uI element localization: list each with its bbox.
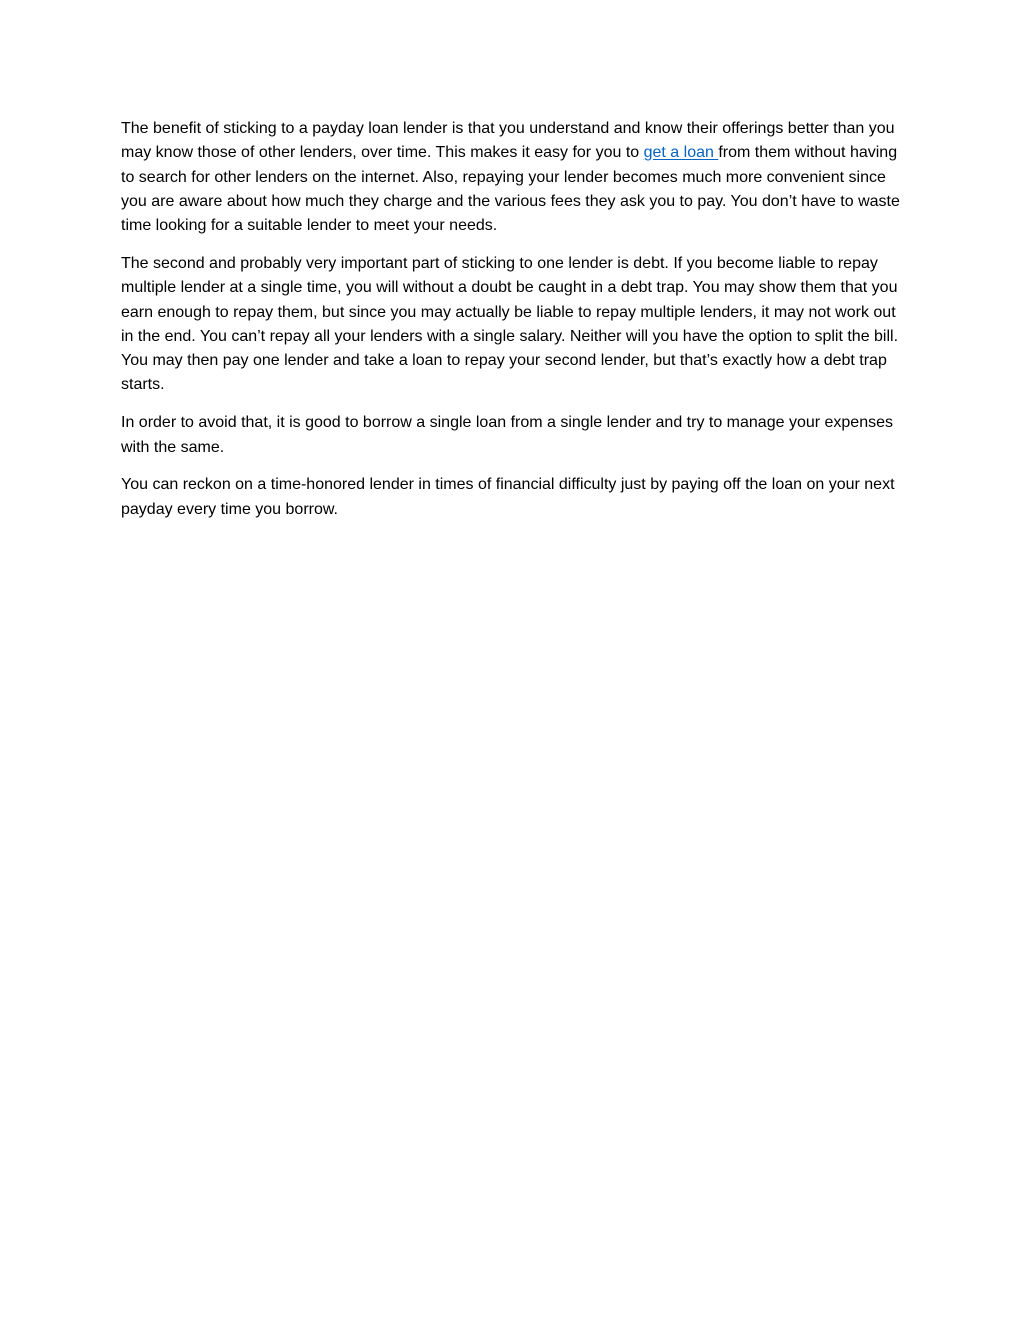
paragraph-4: You can reckon on a time-honored lender in times of financial difficulty just by paying off the loan on your next payday every time you borrow. [121,476,895,518]
paragraph-1-text-after-link: from them without having to search for other lenders on the internet. Also, repaying your lender becomes much more convenient since you are aware about how much they charge and the various fees they ask you to pay. You don’t have to waste time looking for a suitable lender to meet your needs. [121,144,900,235]
paragraph-2: The second and probably very important part of sticking to one lender is debt. If you become liable to repay multiple lender at a single time, you will without a doubt be caught in a debt trap. You may show them that you earn enough to repay them, but since you may actually be liable to repay multiple lenders, it may not work out in the end. You can’t repay all your lenders with a single salary. Neither will you have the option to split the bill. You may then pay one lender and take a loan to repay your second lender, but that’s exactly how a debt trap starts. [121,254,899,394]
document-body [121,117,906,535]
paragraph-1-text-before-link: The benefit of sticking to a payday loan lender is that you understand and know their offerings better than you may know those of other lenders, over time. This makes it easy for you to [121,120,895,162]
paragraph-3: In order to avoid that, it is good to borrow a single loan from a single lender and try to manage your expenses with the same. [121,414,893,456]
paragraph-1 [121,117,906,238]
get-a-loan-link[interactable]: get a loan [643,144,719,162]
